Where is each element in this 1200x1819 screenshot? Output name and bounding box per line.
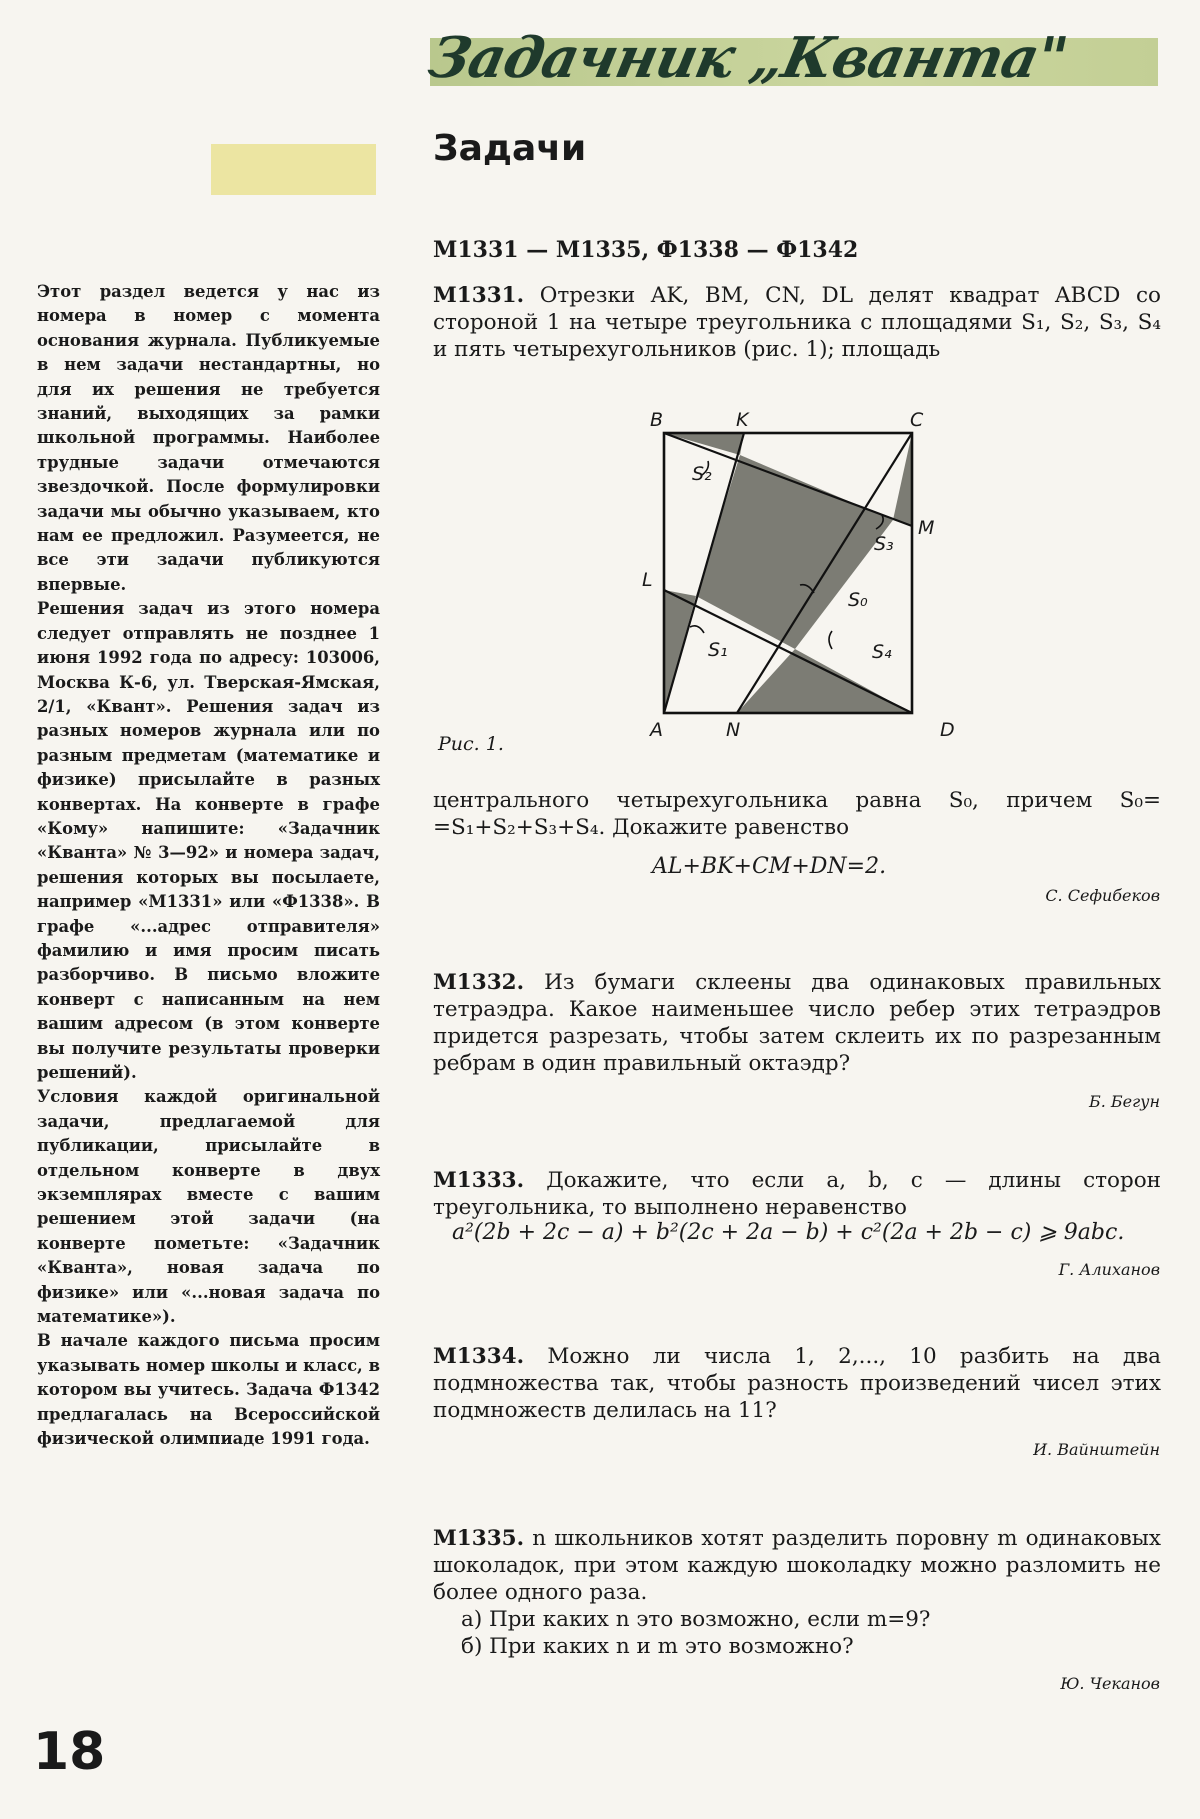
author-m1332: Б. Бегун <box>1088 1092 1160 1111</box>
problem-text: Из бумаги склеены два одинаковых правильных тетраэдра. Какое наименьшее число ребер этих тетраэдров придется разрезать, чтобы затем склеить их по разрезанным ребрам в один правильный октаэдр? <box>433 970 1161 1076</box>
sidebar-paragraph: В начале каждого письма просим указывать номер школы и класс, в котором вы учитесь. Задача Ф1342 предлагалась на Всероссийской физической олимпиаде 1991 года. <box>37 1331 380 1449</box>
figure-square-diagram <box>640 400 980 755</box>
problem-id: М1333. <box>433 1168 525 1193</box>
label-s1: S₁ <box>708 639 728 661</box>
problem-m1333 <box>433 1167 1161 1221</box>
banner-title: Задачник „Кванта" <box>422 25 1073 91</box>
page-number: 18 <box>33 1722 106 1782</box>
region-s2 <box>664 433 744 455</box>
problem-m1334 <box>433 1343 1161 1424</box>
sidebar-info <box>37 280 380 1452</box>
problem-range: М1331 — М1335, Ф1338 — Ф1342 <box>433 237 859 263</box>
yellow-accent-block <box>211 144 376 195</box>
leader-s4 <box>829 631 832 649</box>
figure-caption: Рис. 1. <box>438 733 504 755</box>
label-k: K <box>736 409 749 431</box>
problem-text: центрального четырехугольника равна S₀, причем S₀= =S₁+S₂+S₃+S₄. Докажите равенство <box>433 788 1161 840</box>
label-s4: S₄ <box>872 641 892 663</box>
label-d: D <box>940 719 955 741</box>
label-c: C <box>910 409 924 431</box>
author-m1335: Ю. Чеканов <box>1060 1674 1160 1693</box>
label-s3: S₃ <box>874 533 894 555</box>
label-m: M <box>918 517 935 539</box>
formula-m1333: a²(2b + 2c − a) + b²(2c + 2a − b) + c²(2a + 2b − c) ⩾ 9abc. <box>452 1220 1125 1245</box>
problem-text: Можно ли числа 1, 2,..., 10 разбить на два подмножества так, чтобы разность произведений чисел этих подмножеств делилась на 11? <box>433 1344 1161 1423</box>
sidebar-paragraph: Этот раздел ведется у нас из номера в номер с момента основания журнала. Публикуемые в нем задачи нестандартны, но для их решения не требуется знаний, выходящих за рамки школьной программы. Наиболее трудные задачи отмечаются звездочкой. После формулировки задачи мы обычно указываем, кто нам ее предложил. Разумеется, не все эти задачи публикуются впервые. <box>37 282 380 594</box>
problem-part-a: а) При каких n это возможно, если m=9? <box>461 1607 931 1632</box>
problem-part-b: б) При каких n и m это возможно? <box>461 1634 854 1659</box>
problem-m1331-intro <box>433 282 1161 363</box>
problem-m1331-continued <box>433 787 1161 841</box>
problem-id: М1334. <box>433 1344 525 1369</box>
problem-id: М1331. <box>433 283 525 308</box>
label-s0: S₀ <box>848 589 868 611</box>
sidebar-paragraph: Решения задач из этого номера следует отправлять не позднее 1 июня 1992 года по адресу: 103006, Москва К-6, ул. Тверская-Ямская, 2/1, «Квант». Решения задач из разных номеров журнала или по разным предметам (математике и физике) присылайте в разных конвертах. На конверте в графе «Кому» напишите: «Задачник «Кванта» № 3—92» и номера задач, решения которых вы посылаете, например «М1331» или «Ф1338». В графе «...адрес отправителя» фамилию и имя просим писать разборчиво. В письмо вложите конверт с написанным на нем вашим адресом (в этом конверте вы получите результаты проверки решений). <box>37 599 380 1082</box>
problem-id: М1332. <box>433 970 525 995</box>
label-b: B <box>650 409 664 431</box>
author-m1333: Г. Алиханов <box>1058 1260 1160 1279</box>
problem-text: Отрезки AK, BM, CN, DL делят квадрат ABCD со стороной 1 на четыре треугольника с площадями S₁, S₂, S₃, S₄ и пять четырехугольников (рис. 1); площадь <box>433 283 1161 362</box>
author-m1331: С. Сефибеков <box>1045 886 1160 905</box>
problem-text: n школьников хотят разделить поровну m одинаковых шоколадок, при этом каждую шоколадку можно разломить не более одного раза. <box>433 1526 1161 1605</box>
label-n: N <box>726 719 741 741</box>
section-title: Задачи <box>433 128 587 169</box>
author-m1334: И. Вайнштейн <box>1033 1440 1160 1459</box>
sidebar-paragraph: Условия каждой оригинальной задачи, предлагаемой для публикации, присылайте в отдельном конверте в двух экземплярах вместе с вашим решением этой задачи (на конверте пометьте: «Задачник «Кванта», новая задача по физике» или «...новая задача по математике»). <box>37 1087 380 1327</box>
problem-text: Докажите, что если a, b, c — длины сторон треугольника, то выполнено неравенство <box>433 1168 1162 1220</box>
label-s2: S₂ <box>692 463 712 485</box>
problem-id: М1335. <box>433 1526 525 1551</box>
label-a: A <box>650 719 663 741</box>
problem-m1335 <box>433 1525 1161 1660</box>
problem-m1332 <box>433 969 1161 1077</box>
label-l: L <box>642 569 653 591</box>
leader-s1 <box>690 626 704 633</box>
formula-m1331: AL+BK+CM+DN=2. <box>652 854 887 879</box>
